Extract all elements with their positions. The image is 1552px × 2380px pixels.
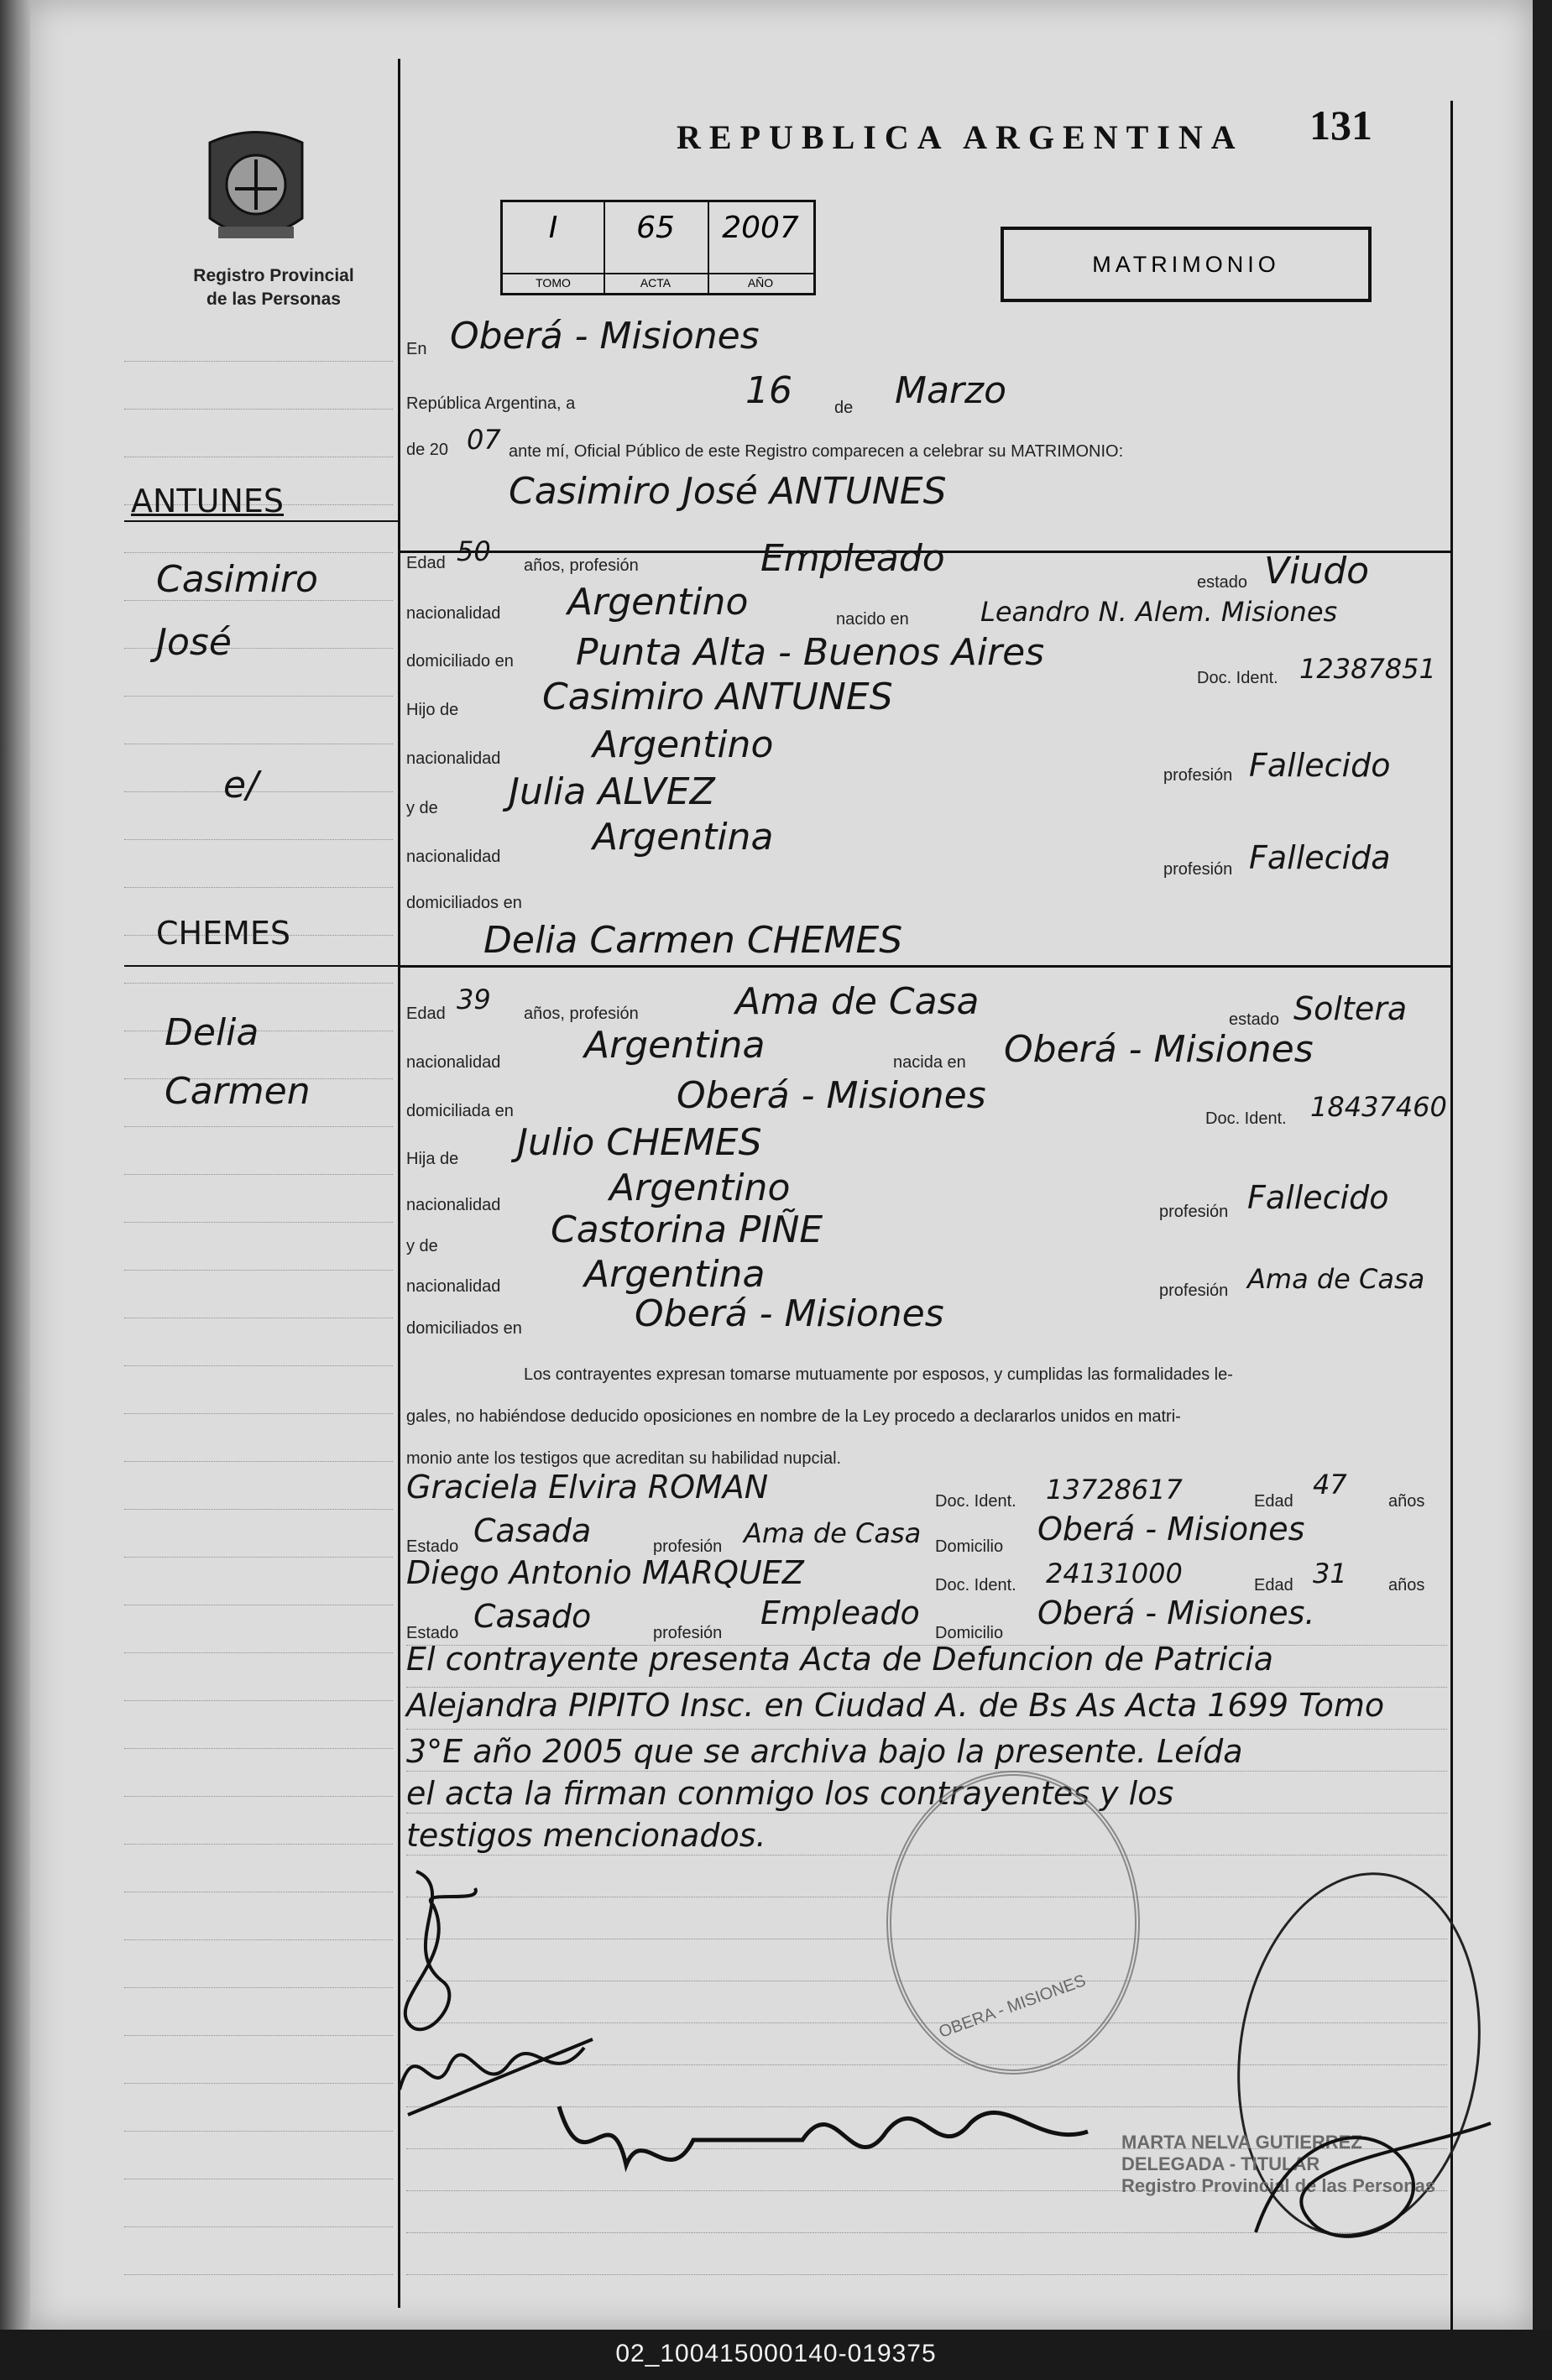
notes-line-2: Alejandra PIPITO Insc. en Ciudad A. de Bs As Acta 1699 Tomo [406, 1687, 1385, 1724]
groom-anos-profesion-label: años, profesión [524, 556, 639, 575]
groom-edad-label: Edad [406, 554, 446, 572]
margin-ruled-line [124, 2274, 393, 2275]
witness2-domicilio-label: Domicilio [935, 1624, 1004, 1642]
groom-nacido-label: nacido en [836, 610, 909, 629]
day-value: 16 [745, 369, 792, 412]
witness1-doc-label: Doc. Ident. [935, 1492, 1016, 1511]
registry-name: Registro Provincial de las Personas [193, 266, 354, 309]
margin-rule-2 [124, 965, 398, 967]
body-ruled-line [406, 1771, 1447, 1772]
notes-line-5: testigos mencionados. [406, 1817, 766, 1854]
notes-line-1: El contrayente presenta Acta de Defuncion de Patricia [406, 1641, 1274, 1678]
margin-ruled-line [124, 1365, 393, 1366]
witness1-estado-label: Estado [406, 1537, 459, 1556]
signature-4-icon [1239, 2098, 1508, 2266]
witness1-domicile: Oberá - Misiones [1037, 1511, 1305, 1548]
margin-ruled-line [124, 1174, 393, 1175]
bride-parents-dom-label: domiciliados en [406, 1319, 522, 1338]
groom-domicile: Punta Alta - Buenos Aires [576, 631, 1045, 674]
year-suffix: 07 [467, 424, 501, 456]
witness1-age: 47 [1313, 1469, 1347, 1501]
witness1-prof-label: profesión [653, 1537, 723, 1556]
registry-round-stamp [886, 1771, 1140, 2075]
bride-age: 39 [457, 984, 491, 1015]
witness2-domicile: Oberá - Misiones. [1037, 1594, 1315, 1631]
margin-ruled-line [124, 696, 393, 697]
body-ruled-line [406, 1729, 1447, 1730]
declaration-line-2: gales, no habiéndose deducido oposiciones en nombre de la Ley procedo a declararlos unidos en matri- [406, 1407, 1181, 1426]
groom-yde-label: y de [406, 799, 438, 817]
margin-ruled-line [124, 409, 393, 410]
groom-estado-label: estado [1197, 573, 1248, 592]
margin-ruled-line [124, 983, 393, 984]
groom-parents-dom-label: domiciliados en [406, 894, 522, 912]
bride-nacida-label: nacida en [893, 1053, 966, 1072]
margin-groom-surname: ANTUNES [131, 483, 285, 519]
bride-father: Julio CHEMES [517, 1121, 762, 1164]
margin-bride-name1: Delia [165, 1011, 259, 1054]
margin-ruled-line [124, 1509, 393, 1510]
groom-nationality: Argentino [567, 581, 749, 624]
witness2-status: Casado [473, 1598, 592, 1635]
bride-father-nationality: Argentino [609, 1167, 791, 1209]
tomo-label: TOMO [503, 273, 604, 290]
bride-mother-profession: Ama de Casa [1247, 1263, 1425, 1295]
bride-nationality: Argentina [584, 1024, 766, 1067]
groom-mother: Julia ALVEZ [509, 770, 715, 813]
witness1-doc: 13728617 [1046, 1474, 1183, 1506]
bride-civil-status: Soltera [1293, 990, 1408, 1027]
margin-ruled-line [124, 552, 393, 553]
witness2-prof-label: profesión [653, 1624, 723, 1642]
margin-ruled-line [124, 1557, 393, 1558]
tomo-cell [503, 202, 605, 293]
bride-father-nat-label: nacionalidad [406, 1196, 501, 1214]
en-label: En [406, 340, 427, 358]
witness2-profession: Empleado [760, 1594, 920, 1631]
bride-estado-label: estado [1229, 1010, 1280, 1029]
stamp-ring-text: OBERA - MISIONES [936, 1971, 1089, 2042]
margin-ruled-line [124, 1126, 393, 1127]
groom-full-name: Casimiro José ANTUNES [509, 470, 947, 513]
body-ruled-line [406, 2274, 1447, 2275]
margin-conjunction: e/ [223, 764, 259, 806]
margin-ruled-line [124, 1222, 393, 1223]
margin-ruled-line [124, 1844, 393, 1845]
margin-bride-surname: CHEMES [156, 915, 291, 952]
groom-mother-profession: Fallecida [1249, 839, 1391, 876]
groom-father-prof-label: profesión [1163, 766, 1233, 785]
margin-ruled-line [124, 1413, 393, 1414]
ano-label: AÑO [708, 273, 813, 290]
republica-label: República Argentina, a [406, 394, 576, 413]
notes-line-3: 3°E año 2005 que se archiva bajo la presente. Leída [406, 1733, 1243, 1770]
groom-mother-nationality: Argentina [593, 816, 774, 859]
witness2-estado-label: Estado [406, 1624, 459, 1642]
month-value: Marzo [895, 369, 1007, 412]
margin-ruled-line [124, 2226, 393, 2227]
place-value: Oberá - Misiones [450, 315, 760, 358]
margin-ruled-line [124, 1987, 393, 1988]
margin-ruled-line [124, 791, 393, 792]
bride-anos-profesion-label: años, profesión [524, 1005, 639, 1023]
witness1-edad-label: Edad [1254, 1492, 1293, 1511]
margin-groom-name1: Casimiro [156, 558, 318, 601]
groom-father-nationality: Argentino [593, 723, 774, 766]
witness2-anos-label: años [1388, 1576, 1425, 1594]
witness2-doc: 24131000 [1046, 1558, 1183, 1589]
groom-civil-status: Viudo [1264, 550, 1370, 592]
year-prefix: de 20 [406, 441, 449, 459]
bride-mother: Castorina PIÑE [551, 1208, 823, 1251]
groom-mother-nat-label: nacionalidad [406, 848, 501, 866]
groom-father-profession: Fallecido [1249, 747, 1391, 784]
bride-birthplace: Oberá - Misiones [1004, 1028, 1314, 1071]
reference-box [500, 200, 816, 295]
margin-ruled-line [124, 839, 393, 840]
margin-ruled-line [124, 1748, 393, 1749]
groom-hijo-label: Hijo de [406, 701, 459, 719]
bride-mother-nationality: Argentina [584, 1253, 766, 1296]
margin-bride-name2: Carmen [165, 1070, 311, 1113]
margin-ruled-line [124, 1796, 393, 1797]
margin-ruled-line [124, 361, 393, 362]
margin-ruled-line [124, 2035, 393, 2036]
witness1-profession: Ama de Casa [744, 1517, 922, 1549]
groom-father: Casimiro ANTUNES [542, 676, 893, 718]
declaration-line-1: Los contrayentes expresan tomarse mutuamente por esposos, y cumplidas las formalidades le- [524, 1365, 1233, 1384]
margin-ruled-line [124, 887, 393, 888]
bride-mother-nat-label: nacionalidad [406, 1277, 501, 1296]
acta-cell [604, 202, 709, 293]
bride-edad-label: Edad [406, 1005, 446, 1023]
bride-father-profession: Fallecido [1247, 1179, 1389, 1216]
record-type-box: MATRIMONIO [1001, 227, 1372, 302]
bride-domicile-label: domiciliada en [406, 1102, 514, 1120]
bride-parents-domicile: Oberá - Misiones [635, 1292, 944, 1335]
bride-mother-prof-label: profesión [1159, 1281, 1229, 1300]
bride-nationality-label: nacionalidad [406, 1053, 501, 1072]
declaration-line-3: monio ante los testigos que acreditan su habilidad nupcial. [406, 1449, 842, 1468]
margin-ruled-line [124, 1652, 393, 1653]
margin-rule-1 [124, 520, 398, 522]
bride-full-name: Delia Carmen CHEMES [483, 919, 903, 962]
groom-age: 50 [457, 535, 491, 567]
official-name-stamp: MARTA NELVA GUTIERREZ DELEGADA - TITULAR Registro Provincial de las Personas [1121, 2132, 1436, 2196]
bride-domicile: Oberá - Misiones [677, 1074, 986, 1117]
certificate-page [30, 0, 1533, 2330]
ano-value: 2007 [722, 211, 799, 245]
groom-mother-prof-label: profesión [1163, 860, 1233, 879]
witness1-name: Graciela Elvira ROMAN [406, 1469, 769, 1506]
margin-ruled-line [124, 1700, 393, 1701]
groom-profession: Empleado [760, 537, 945, 580]
groom-nationality-label: nacionalidad [406, 604, 501, 623]
margin-ruled-line [124, 2131, 393, 2132]
republic-heading: REPUBLICA ARGENTINA [677, 118, 1244, 156]
groom-domicile-label: domiciliado en [406, 652, 514, 671]
bride-hija-label: Hija de [406, 1150, 459, 1168]
tomo-value: I [548, 211, 558, 245]
groom-doc-label: Doc. Ident. [1197, 669, 1278, 687]
bride-yde-label: y de [406, 1237, 438, 1255]
margin-ruled-line [124, 1461, 393, 1462]
bride-doc: 18437460 [1310, 1091, 1447, 1123]
acta-label: ACTA [604, 273, 708, 290]
book-binding [0, 0, 30, 2330]
de-label: de [834, 399, 854, 417]
witness1-status: Casada [473, 1512, 592, 1549]
margin-ruled-line [124, 1939, 393, 1940]
notes-line-4: el acta la firman conmigo los contrayentes y los [406, 1775, 1174, 1812]
acta-value: 65 [636, 211, 675, 245]
page-number: 131 [1309, 102, 1372, 149]
ano-cell [708, 202, 813, 293]
bride-profession: Ama de Casa [735, 980, 980, 1023]
image-code: 02_100415000140-019375 [615, 2340, 937, 2367]
margin-groom-name2: José [156, 621, 232, 664]
witness2-name: Diego Antonio MARQUEZ [406, 1554, 804, 1591]
witness1-domicilio-label: Domicilio [935, 1537, 1004, 1556]
witness1-anos-label: años [1388, 1492, 1425, 1511]
signature-3-icon [534, 2073, 1105, 2207]
groom-birthplace: Leandro N. Alem. Misiones [980, 596, 1338, 628]
bride-father-prof-label: profesión [1159, 1203, 1229, 1221]
witness2-edad-label: Edad [1254, 1576, 1293, 1594]
groom-doc: 12387851 [1299, 653, 1436, 685]
intro-text: ante mí, Oficial Público de este Registro comparecen a celebrar su MATRIMONIO: [509, 442, 1124, 461]
provincial-seal-icon [201, 126, 311, 252]
witness2-doc-label: Doc. Ident. [935, 1576, 1016, 1594]
witness2-age: 31 [1313, 1558, 1347, 1589]
bride-doc-label: Doc. Ident. [1205, 1109, 1287, 1128]
bride-top-rule [398, 965, 1450, 968]
groom-father-nat-label: nacionalidad [406, 749, 501, 768]
margin-ruled-line [124, 2083, 393, 2084]
margin-ruled-line [124, 1270, 393, 1271]
